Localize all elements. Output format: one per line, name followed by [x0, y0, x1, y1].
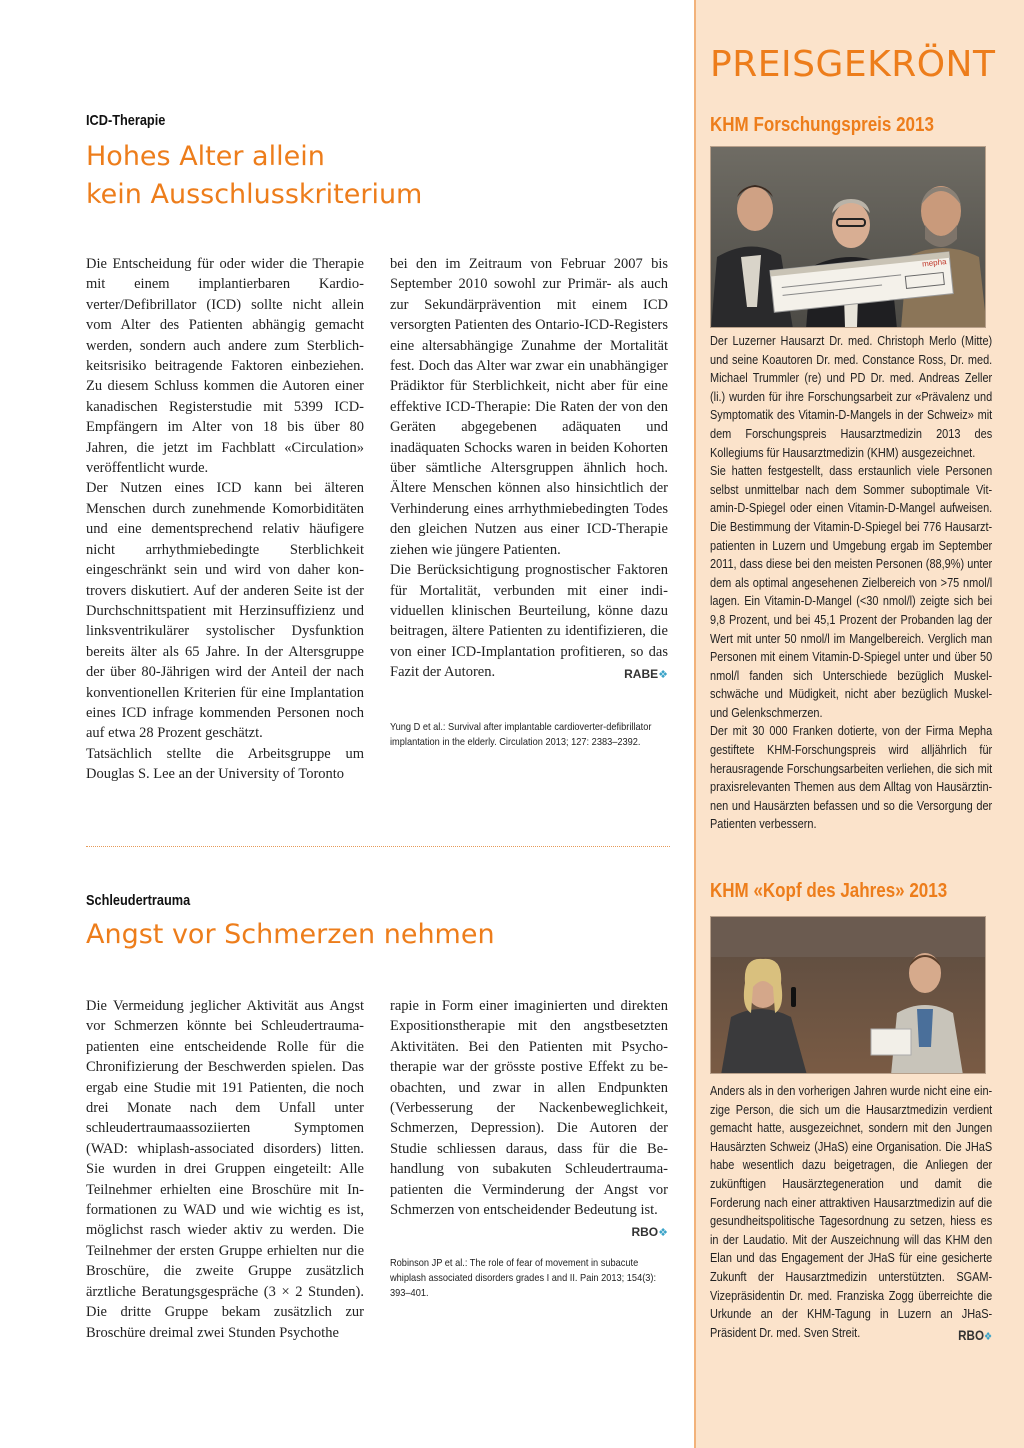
- article2-signature-text: RBO: [631, 1225, 659, 1240]
- article1-reference: Yung D et al.: Survival after implantable cardioverter-defibrillator implantation in the elderly. Circulation 2013; 127: 2383–2392.: [390, 721, 652, 748]
- sidebar-section1-p3: Der mit 30 000 Franken dotierte, von der Firma Mepha gestiftete KHM-Forschungspreis wird alljährlich für herausragende Forschungsarbeiten verliehen, die sich mit praxisrelevanten Themen aus dem Alltag von Hausärztinnen und Hausärzten befassen und so die Versorgung der Patienten verbessern.: [710, 723, 993, 832]
- article1-kicker: ICD-Therapie: [86, 112, 166, 129]
- sidebar-section2-text: [710, 1082, 992, 1346]
- article1-col1-p1: Die Entscheidung für oder wider die Therapie mit einem implantierbaren Kardioverter/Defibrillator (ICD) sollte nicht allein vom Alter des Patienten abhängig gemacht werden, sondern auch andere zum Sterblichkeitsrisiko beitragende Faktoren einbeziehen. Zu diesem Schluss kommen die Autoren einer kanadischen Registerstudie mit 5399 ICD-Empfängern im Alter von 18 bis über 80 Jahren, die jetzt im Fachblatt «Circulation» veröffentlicht wurde.: [86, 256, 364, 477]
- article2-col2-p1: [390, 996, 668, 1240]
- article1-column1: [86, 254, 364, 785]
- article1-col2-p1: bei den im Zeitraum von Februar 2007 bis September 2010 sowohl zur Primär- als auch zur Sekundärprävention mit einem ICD versorgten Patienten des Ontario-ICD-Registers eine altersabhängige Zunahme der Mortalität fest. Doch das Alter war zwar ein unabhängiger Prädiktor für Sterblichkeit, nicht aber für eine effektive ICD-Therapie: Die Raten der von den Geräten abgegebenen adäquaten und inadäquaten Schocks waren in beiden Kohorten über sämtliche Altersgruppen ähnlich hoch. Ältere Menschen können also hinsichtlich der Verhinderung eines arrhythmiebedingten Todes den gleichen Nutzen aus einer ICD-Therapie ziehen wie jüngere Patienten.: [390, 256, 668, 558]
- article1-col1-p3: Tatsächlich stellte die Arbeitsgruppe um Douglas S. Lee an der University of Toronto: [86, 745, 364, 783]
- article2-reference: Robinson JP et al.: The role of fear of movement in subacute whiplash associated disorders grades I and II. Pain 2013; 154(3): 393–401.: [390, 1257, 657, 1299]
- article2-column1: [86, 996, 364, 1343]
- article1-col1-p2: Der Nutzen eines ICD kann bei älteren Menschen durch zunehmende Komorbiditäten und eine dementsprechend relativ häufigere nicht arrhythmiebedingte Sterblichkeit eingeschränkt sein und wird von daher kontrovers diskutiert. Auf der anderen Seite ist der Durchschnittspatient mit Herzinsuffizienz und linksventrikulärer systolischer Dysfunktion bereits älter als 65 Jahre. In der Altersgruppe der über 80-Jährigen wird der Anteil der nach konventionellen Kriterien für eine Implantation eines ICD infrage kommenden Personen noch auf etwa 28 Prozent geschätzt.: [86, 480, 364, 742]
- article1-col2-p2: [390, 560, 668, 682]
- diamond-icon: ❖: [658, 1227, 668, 1240]
- article2-column2: [390, 996, 668, 1244]
- sidebar-signature: [958, 1326, 992, 1347]
- sidebar-section2-heading: KHM «Kopf des Jahres» 2013: [710, 880, 948, 902]
- article1-column2: [390, 254, 668, 686]
- sidebar-section1-text: [710, 332, 992, 834]
- article2-kicker: Schleudertrauma: [86, 892, 191, 909]
- article1-signature: [624, 664, 668, 685]
- article1-col2-p2-text: Die Berücksichtigung prognostischer Faktoren für Mortalität, verbunden mit einer individuellen klinischen Beurteilung, könne dazu beitragen, ältere Patienten zu identifizieren, die von einer ICD-Implantation profitieren, so das Fazit der Autoren.: [390, 562, 668, 681]
- award-photo-1-image: [711, 147, 986, 328]
- sidebar-signature-text: RBO: [958, 1326, 985, 1343]
- sidebar-section2-p1-text: Anders als in den vorherigen Jahren wurde nicht eine einzige Person, die sich um die Hausarztmedizin verdient gemacht hatte, ausgezeichnet, sondern mit den Jungen Hausärzten Schweiz (JHaS) eine Organisation. Die JHaS habe wesentlich dazu beigetragen, die Anliegen der zukünftigen Hausärztegeneration und damit die Forderung nach einer attraktiven Hausarztmedizin auf die gesundheitspolitische Tagesordnung zu setzen, hiess es in der Laudatio. Mit der Auszeichnung will das KHM den Elan und das Engagement der JHaS für eine gesicherte Zukunft der Hausarztmedizin unterstützten. SGAM-Vizepräsidentin Dr. med. Franziska Zogg überreichte die Urkunde an der KHM-Tagung in Luzern an JHaS-Präsident Dr. med. Sven Streit.: [710, 1083, 993, 1340]
- section-divider: [86, 846, 670, 847]
- sidebar-section2-p1: [710, 1082, 992, 1342]
- article2-col2-text: rapie in Form einer imaginierten und direkten Expositionstherapie mit den angstbesetzten Aktivitäten. Bei den Patienten mit Psychotherapie war der grösste postive Effekt zu beobachten, und zwar in allen Endpunkten (Verbesserung der Nackenbeweglichkeit, Schmerzen, Depression). Die Autoren der Studie schliessen daraus, dass für die Behandlung von subakuten Schleudertraumapatienten die Verminderung der Angst vor Schmerzen von entscheidender Bedeutung ist.: [390, 998, 668, 1219]
- article1-headline: [86, 138, 422, 214]
- article1-headline-line2: kein Ausschlusskriterium: [86, 179, 423, 210]
- article1-headline-line1: Hohes Alter allein: [86, 141, 325, 172]
- check-logo-text: mepha: [921, 257, 947, 269]
- award-photo-2-image: [711, 917, 986, 1074]
- diamond-icon: ❖: [984, 1330, 993, 1343]
- sidebar-title: PREISGEKRÖNT: [710, 44, 996, 85]
- award-photo-1: [710, 146, 986, 328]
- article2-headline: Angst vor Schmerzen nehmen: [86, 919, 495, 950]
- article2-col1-p1: Die Vermeidung jeglicher Aktivität aus Angst vor Schmerzen könnte bei Schleudertraumapatienten eine entscheidende Rolle für die Chronifizierung der Beschwerden spielen. Das ergab eine Studie mit 191 Patienten, die noch drei Monate nach dem Unfall unter schleudertraumaassoziierten Symptomen (WAD: whiplash-associated disorders) litten. Sie wurden in drei Gruppen eingeteilt: Alle Teilnehmer erhielten eine Broschüre mit Informationen zu WAD und wie wichtig es ist, möglichst rasch wieder aktiv zu werden. Die Teilnehmer der ersten Gruppe erhielten nur die Broschüre, die zweite Gruppe zusätzlich ärztliche Beratungsgespräche (3 × 2 Stunden). Die dritte Gruppe bekam zusätzlich zur Broschüre dreimal zwei Stunden Psychothe: [86, 998, 364, 1341]
- article2-signature: [631, 1222, 668, 1243]
- diamond-icon: ❖: [658, 669, 668, 682]
- sidebar-section1-p1: Der Luzerner Hausarzt Dr. med. Christoph Merlo (Mitte) und seine Koautoren Dr. med. Constance Ross, Dr. med. Michael Trummler (re) und PD Dr. med. Andreas Zeller (li.) wurden für ihre Forschungsarbeit zur «Prävalenz und Symptomatik des Vitamin-D-Mangels in der Schweiz» mit dem Forschungspreis Hausarztmedizin 2013 des Kollegiums für Hausarztmedizin (KHM) ausgezeichnet.: [710, 333, 993, 460]
- sidebar-section1-p2: Sie hatten festgestellt, dass erstaunlich viele Personen selbst unmittelbar nach dem Sommer suboptimale Vitamin-D-Spiegel oder einen Vitamin-D-Mangel aufweisen. Die Bestimmung der Vitamin-D-Spiegel bei 776 Hausarztpatienten in Luzern und Umgebung ergab im September 2011, dass diese bei den meisten Personen (88,9%) unter dem als optimal angesehenen Zielbereich von >75 nmol/l lagen. Ein Vitamin-D-Mangel (<30 nmol/l) zeigte sich bei 9,8 Prozent, und bei 45,1 Prozent der Probanden lag der Wert mit unter 50 nmol/l im Mangelbereich. Verglich man Personen mit einem Vitamin-D-Spiegel unter und über 50 nmol/l fanden sich Unterschiede bezüglich Muskelschwäche und Müdigkeit, nicht aber bezüglich Muskel- und Gelenkschmerzen.: [710, 463, 993, 720]
- sidebar-section1-heading: KHM Forschungspreis 2013: [710, 114, 934, 136]
- award-photo-2: [710, 916, 986, 1074]
- article1-signature-text: RABE: [624, 667, 659, 682]
